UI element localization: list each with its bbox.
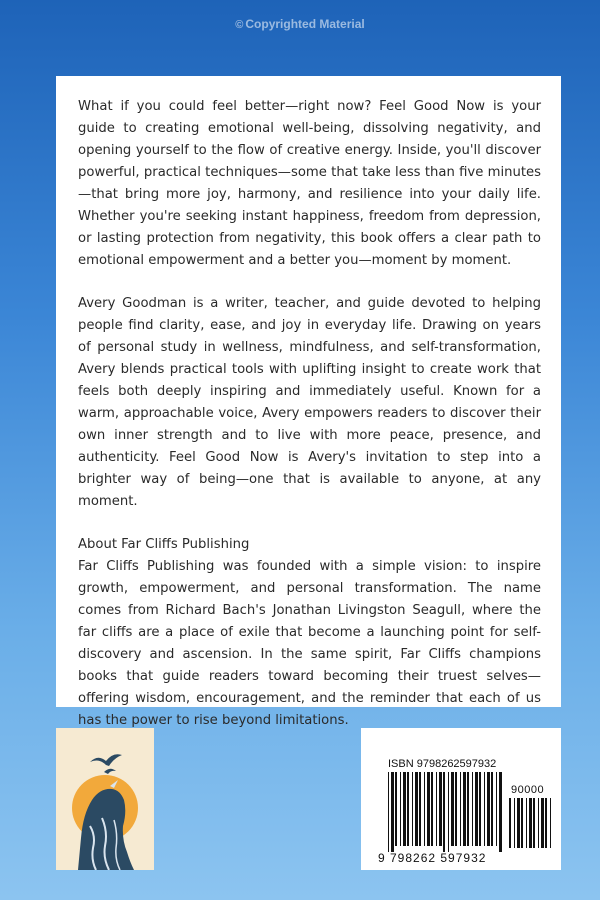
barcode-bar (443, 772, 445, 852)
barcode-bar (427, 772, 430, 846)
barcode-bar (391, 772, 394, 852)
isbn-digits: 9 798262 597932 (378, 851, 487, 865)
barcode-bar (529, 798, 532, 848)
barcode-bar (538, 798, 539, 848)
barcode-bar (550, 798, 551, 848)
barcode-bar (517, 798, 520, 848)
barcode-bar (451, 772, 454, 846)
barcode-bar (545, 798, 547, 848)
barcode-bar (415, 772, 418, 846)
barcode-bar (509, 798, 511, 848)
about-publisher-heading: About Far Cliffs Publishing (78, 537, 250, 552)
barcode-bar (496, 772, 497, 846)
barcode-bar (400, 772, 401, 846)
barcode-bar (455, 772, 457, 846)
barcode-bar (475, 772, 478, 846)
barcode-bar (514, 798, 515, 848)
barcode-bar (448, 772, 449, 852)
barcode-bar (526, 798, 527, 848)
barcode-bar (419, 772, 421, 846)
price-code: 90000 (511, 784, 545, 796)
barcode-bar (491, 772, 493, 846)
barcode-bar (395, 772, 397, 846)
barcode-bar (431, 772, 433, 846)
seagull-cliff-logo-icon (56, 728, 154, 870)
copyright-symbol-icon: © (235, 19, 244, 31)
book-description: What if you could feel better—right now? Feel Good Now is your guide to creating emotional well-being, dissolving negativity, and opening yourself to the flow of creative energy. Inside, you'll discover powerful, practical techniques—some that take less than five minutes—that bring more joy, harmony, and resilience into your daily life. Whether you're seeking instant happiness, freedom from depression, or lasting protection from negativity, this book offers a clear path to emotional empowerment and a better you—moment by moment. (78, 99, 541, 268)
barcode-bar (479, 772, 481, 846)
barcode-bar (439, 772, 442, 846)
author-bio: Avery Goodman is a writer, teacher, and guide devoted to helping people find clarity, ease, and joy in everyday life. Drawing on years of personal study in wellness, mindfulness, and self-transformation, Avery blends practical tools with uplifting insight to create work that feels both deeply inspiring and immediately useful. Known for a warm, approachable voice, Avery empowers readers to discover their own inner strength and to live with more peace, presence, and authenticity. Feel Good Now is Avery's invitation to step into a brighter way of being—one that is available to anyone, at any moment. (78, 296, 541, 509)
price-barcode-bars (509, 798, 553, 854)
about-publisher-text: Far Cliffs Publishing was founded with a simple vision: to inspire growth, empowerment, and personal transformation. The name comes from Richard Bach's Jonathan Livingston Seagull, where the far cliffs are a place of exile that become a launching point for self-discovery and ascension. In the same spirit, Far Cliffs champions books that guide readers toward becoming their truest selves—offering wisdom, encouragement, and the reminder that each of us has the power to rise beyond limitations. (78, 559, 541, 728)
barcode-bar (484, 772, 485, 846)
barcode-bar (541, 798, 544, 848)
isbn-barcode-bars (388, 772, 503, 852)
barcode-bar (460, 772, 461, 846)
publisher-logo (56, 728, 154, 870)
barcode-bar (467, 772, 469, 846)
barcode-bar (412, 772, 413, 846)
barcode-bar (388, 772, 389, 852)
barcode-bar (521, 798, 523, 848)
isbn-barcode-panel (361, 728, 561, 870)
barcode-bar (499, 772, 502, 852)
back-cover-text-panel (56, 76, 561, 728)
barcode-bar (487, 772, 490, 846)
isbn-label: ISBN 9798262597932 (388, 758, 497, 770)
barcode-bar (403, 772, 406, 846)
copyright-watermark-top: © Copyrighted Material (235, 17, 365, 31)
barcode-bar (533, 798, 535, 848)
barcode-bar (424, 772, 425, 846)
barcode-bar (472, 772, 473, 846)
barcode-bar (407, 772, 409, 846)
barcode-bar (463, 772, 466, 846)
barcode-bar (436, 772, 437, 846)
